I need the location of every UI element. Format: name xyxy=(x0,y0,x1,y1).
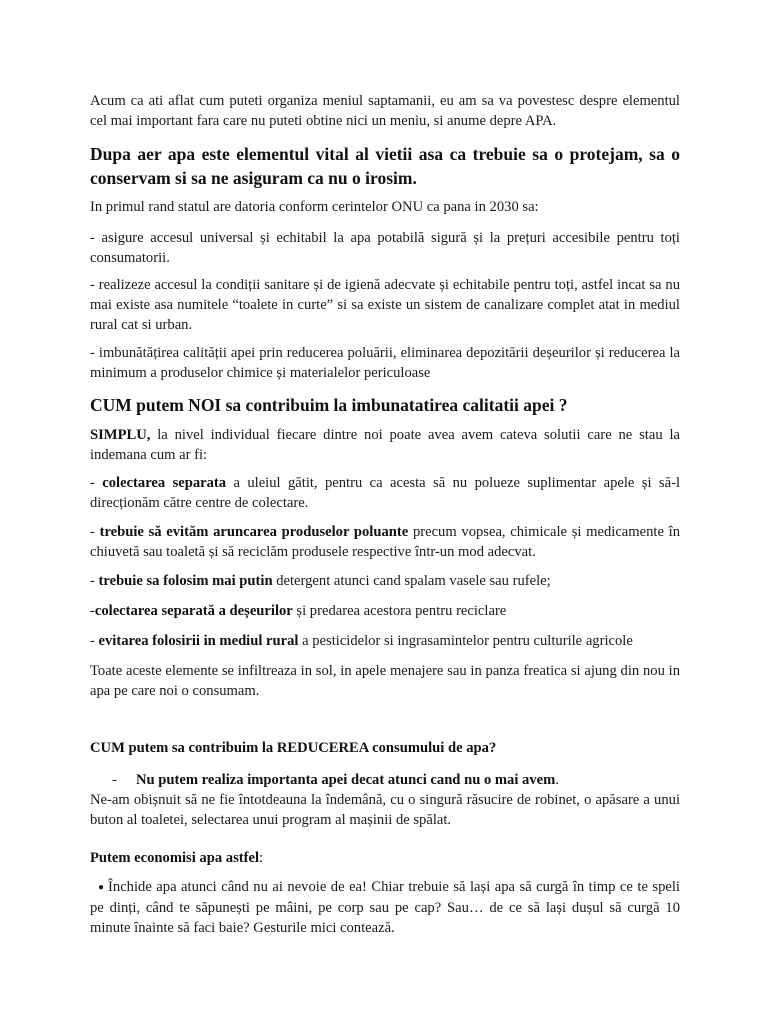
intro-paragraph: Acum ca ati aflat cum puteti organiza meniul saptamanii, eu am sa va povestesc despre elementul cel mai important fara care nu puteti obtine nici un meniu, si anume depre APA. xyxy=(90,93,680,129)
heading-vital-water: Dupa aer apa este elementul vital al vietii asa ca trebuie sa o protejam, sa o conservam si sa ne asiguram ca nu o irosim. xyxy=(90,144,680,188)
solution-item xyxy=(90,473,680,513)
tip-text: Închide apa atunci când nu ai nevoie de ea! Chiar trebuie să lași apa să curgă în timp ce te speli pe dinți, când te săpunești pe mâini, pe corp sau pe cap? Sau… de ce să lași dușul să curgă 10 minute înainte să faci baie? Gesturile mici contează. xyxy=(90,879,680,936)
state-duty-paragraph: In primul rand statul are datoria conform cerintelor ONU ca pana in 2030 sa: xyxy=(90,199,539,215)
solution-prefix: - xyxy=(90,633,99,649)
state-item-sanitation: - realizeze accesul la condiții sanitare și de igienă adecvate și echitabile pentru toți, astfel incat sa nu mai existe asa numitele “toalete in curte” si sa existe un sistem de canalizare complet atat in mediul rural cat si urban. xyxy=(90,277,680,333)
solution-item xyxy=(90,571,551,591)
solution-item xyxy=(90,522,680,562)
tip-item-close-tap xyxy=(90,877,680,938)
heading-reduce-consumption: CUM putem sa contribuim la REDUCEREA consumului de apa? xyxy=(90,740,497,756)
importance-end: . xyxy=(555,772,559,788)
heading-save-water xyxy=(90,848,263,868)
solution-bold: trebuie sa folosim mai putin xyxy=(98,573,273,589)
solution-rest: a pesticidelor si ingrasamintelor pentru culturile agricole xyxy=(298,633,633,649)
state-item-access: - asigure accesul universal și echitabil la apa potabilă sigură și la prețuri accesibile pentru toți consumatorii. xyxy=(90,230,680,266)
solution-item xyxy=(90,631,633,651)
solution-bold: evitarea folosirii in mediul rural xyxy=(98,633,299,649)
solution-prefix: - xyxy=(90,603,95,619)
solution-rest: a uleiul gătit, pentru ca acesta să nu polueze suplimentar apele și să-l direcționăm către centre de colectare. xyxy=(90,475,681,511)
bullet-icon: ● xyxy=(98,882,105,893)
solution-bold: trebuie să evităm aruncarea produselor poluante xyxy=(99,524,409,540)
simplu-bold: SIMPLU, xyxy=(90,427,151,443)
solution-bold: colectarea separată a deșeurilor xyxy=(94,603,293,619)
list-dash: - xyxy=(112,772,117,788)
solution-rest: detergent atunci cand spalam vasele sau rufele; xyxy=(272,573,551,589)
solution-item xyxy=(90,601,506,621)
infiltration-paragraph: Toate aceste elemente se infiltreaza in sol, in apele menajere sau in panza freatica si ajung din nou in apa pe care noi o consumam. xyxy=(90,663,680,699)
solution-bold: colectarea separata xyxy=(102,475,227,491)
list-item-importance xyxy=(112,770,680,790)
solution-prefix: - xyxy=(90,475,103,491)
simplu-paragraph xyxy=(90,425,680,465)
save-water-end: : xyxy=(259,850,264,866)
solution-prefix: - xyxy=(90,524,100,540)
solution-rest: și predarea acestora pentru reciclare xyxy=(292,603,507,619)
state-item-quality: - imbunătățirea calității apei prin reducerea poluării, eliminarea depozitării deșeurilor și reducerea la minimum a produselor chimice și materialelor periculoase xyxy=(90,345,680,381)
solution-rest: precum vopsea, chimicale și medicamente în chiuvetă sau toaletă și să reciclăm produsele respective într-un mod adecvat. xyxy=(90,524,680,560)
solution-prefix: - xyxy=(90,573,99,589)
heading-quality: CUM putem NOI sa contribuim la imbunatatirea calitatii apei ? xyxy=(90,395,568,415)
simplu-rest: la nivel individual fiecare dintre noi poate avea avem cateva solutii care ne stau la indemana cum ar fi: xyxy=(90,427,680,463)
save-water-bold: Putem economisi apa astfel xyxy=(90,850,260,866)
importance-text: Nu putem realiza importanta apei decat atunci cand nu o mai avem xyxy=(136,772,556,788)
habit-paragraph: Ne-am obișnuit să ne fie întotdeauna la îndemână, cu o singură răsucire de robinet, o apăsare a unui buton al toaletei, selectarea unui program al mașinii de spălat. xyxy=(90,792,680,828)
